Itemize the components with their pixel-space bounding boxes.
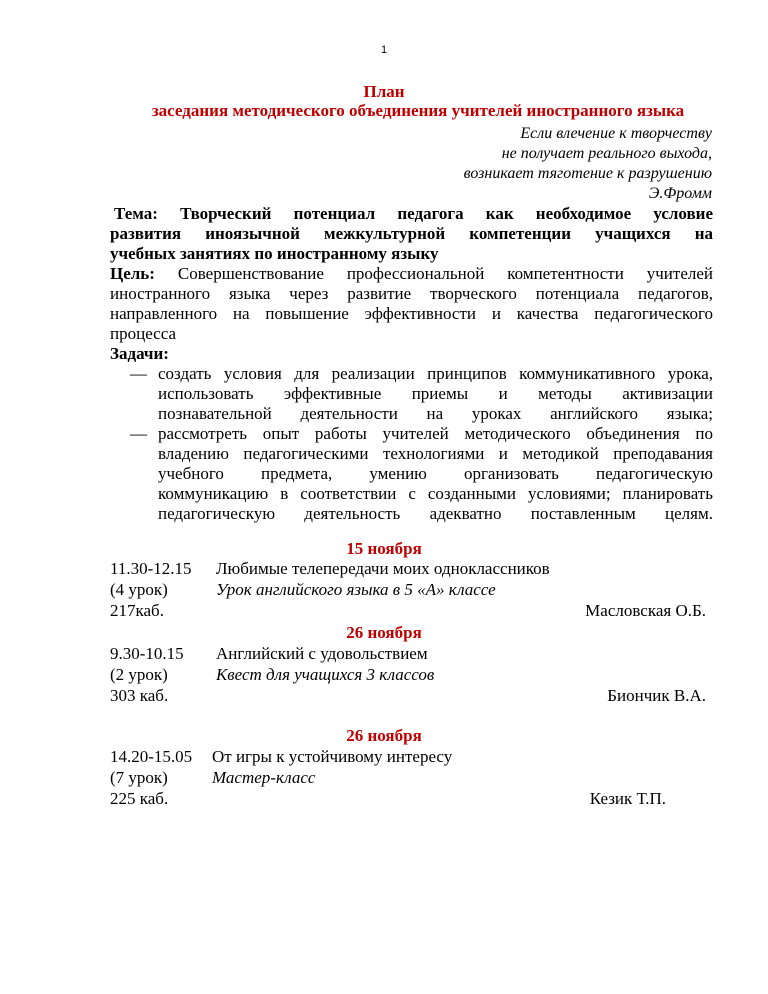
task-bullet: — [130,424,147,443]
goal-line: направленного на повышение эффективности и качества педагогического [110,304,713,323]
event-title: Английский с удовольствием [216,644,428,663]
event-room: 303 каб. [110,686,169,705]
epigraph-line: не получает реального выхода, [501,145,712,162]
tasks-label: Задачи: [110,344,169,363]
goal-label: Цель: [110,264,155,283]
event-type: Мастер-класс [212,768,316,787]
goal-line: процесса [110,324,177,343]
event-time: 9.30-10.15 [110,644,184,663]
event-date: 26 ноября [346,623,422,642]
event-lesson: (4 урок) [110,580,168,599]
event-lesson: (2 урок) [110,665,168,684]
event-teacher: Биончик В.А. [607,686,706,705]
goal-line: иностранного языка через развитие творческого потенциала педагогов, [110,284,713,303]
task-line: педагогическую деятельность адекватно поставленным целям. [158,504,713,523]
event-room: 217каб. [110,601,164,620]
task-bullet: — [130,364,147,383]
event-title: От игры к устойчивому интересу [212,747,453,766]
event-room: 225 каб. [110,789,169,808]
page-number: 1 [380,44,388,56]
task-line: создать условия для реализации принципов коммуникативного урока, [158,364,713,383]
topic-label: Тема: [114,204,158,223]
topic-line: развития иноязычной межкультурной компетенции учащихся на [110,224,713,243]
event-time: 14.20-15.05 [110,747,193,766]
event-type: Урок английского языка в 5 «А» классе [216,580,496,599]
task-line: познавательной деятельности на уроках английского языка; [158,404,713,423]
task-line: рассмотреть опыт работы учителей методического объединения по [158,424,713,443]
event-date: 26 ноября [346,726,422,745]
epigraph-line: Если влечение к творчеству [520,125,712,142]
epigraph-line: возникает тяготение к разрушению [463,165,712,182]
event-time: 11.30-12.15 [110,559,192,578]
document-subtitle: заседания методического объединения учителей иностранного языка [151,101,685,120]
task-line: учебного предмета, умению организовать педагогическую [158,464,713,483]
event-date: 15 ноября [346,539,422,558]
goal-text: Совершенствование профессиональной компетентности учителей [177,264,713,283]
event-teacher: Кезик Т.П. [589,789,666,808]
event-teacher: Масловская О.Б. [585,601,706,620]
goal-line [110,264,713,284]
topic-line: учебных занятиях по иностранному языку [110,244,439,263]
topic-line [114,204,713,224]
task-line: использовать эффективные приемы и методы активизации [158,384,713,403]
event-type: Квест для учащихся 3 классов [216,665,435,684]
task-line: владению педагогическими технологиями и методикой преподавания [158,444,713,463]
document-title: План [363,82,405,101]
event-lesson: (7 урок) [110,768,168,787]
topic-text: Творческий потенциал педагога как необходимое условие [180,204,713,223]
event-title: Любимые телепередачи моих одноклассников [216,559,550,578]
task-line: коммуникацию в соответствии с созданными условиями; планировать [158,484,713,503]
epigraph-author: Э.Фромм [648,185,712,202]
